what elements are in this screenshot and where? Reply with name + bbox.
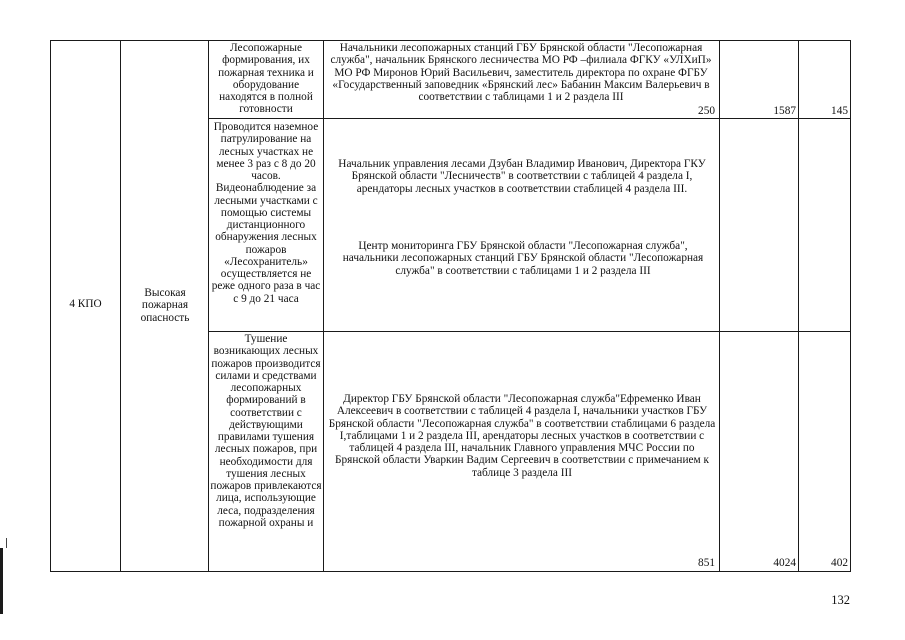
measure-suppression-cell: Тушение возникающих лесных пожаров производится силами и средствами лесопожарных формирований в соответствии с действующими правилами тушения лесных пожаров, при необходимости для тушения лесных пожаров привлекаются лица, использующие леса, подразделения пожарной охраны и xyxy=(210,333,322,529)
row3-value-3: 402 xyxy=(831,557,848,569)
row1-value-3: 145 xyxy=(831,105,848,117)
scan-tick-mark xyxy=(6,538,7,548)
danger-level-cell: Высокая пожарная опасность xyxy=(140,287,190,324)
responsible-suppression-cell: Директор ГБУ Брянской области "Лесопожарная служба"Ефременко Иван Алексеевич в соответствии с таблицей 4 раздела I, начальники участков ГБУ Брянской области "Лесопожарная служба" в соответствии стаблицами 6 раздела I,таблицами 1 и 2 раздела III, арендаторы лесных участков в соответствии с таблицей 4 раздела III, начальник Главного управления МЧС России по Брянской области Уваркин Вадим Сергеевич в соответствии с примечанием к таблице 3 раздела III xyxy=(328,393,716,479)
fire-plan-table xyxy=(50,40,851,572)
responsible-readiness-cell: Начальники лесопожарных станций ГБУ Брянской области "Лесопожарная служба", начальник Брянского лесничества МО РФ –филиала ФГКУ «УЛХиП» МО РФ Миронов Юрий Васильевич, заместитель директора по охране ФГБУ «Государственный заповедник «Брянский лес» Бабанин Максим Валерьевич в соответствии с таблицами 1 и 2 раздела III xyxy=(330,42,712,103)
responsible-patrol-cell-a: Начальник управления лесами Дзубан Владимир Иванович, Директора ГКУ Брянской области "Лесничеств" в соответствии с таблицей 4 раздела I, арендаторы лесных участков в соответствии стаблицей 4 раздела III. xyxy=(338,158,706,195)
measure-patrol-cell: Проводится наземное патрулирование на лесных участках не менее 3 раз с 8 до 20 часов. Видеонаблюдение за лесными участками с помощью системы дистанционного обнаружения лесных пожаров «Лесохранитель» осуществляется не реже одного раза в час с 9 до 21 часа xyxy=(211,121,321,305)
row1-value-1: 250 xyxy=(698,105,715,117)
row1-value-2b: 1587 xyxy=(773,105,796,117)
row3-value-2: 4024 xyxy=(773,557,796,569)
responsible-patrol-cell-b: Центр мониторинга ГБУ Брянской области "Лесопожарная служба", начальники лесопожарных станций ГБУ Брянской области "Лесопожарная служба" в соответствии с таблицами 1 и 2 раздела III xyxy=(342,240,704,277)
category-cell: 4 КПО xyxy=(69,298,102,310)
measure-readiness-cell: Лесопожарные формирования, их пожарная техника и оборудование находятся в полной готовности xyxy=(218,42,314,116)
scan-edge-mark xyxy=(0,548,3,614)
page-number: 132 xyxy=(831,593,850,607)
row3-value-1: 851 xyxy=(698,557,715,569)
